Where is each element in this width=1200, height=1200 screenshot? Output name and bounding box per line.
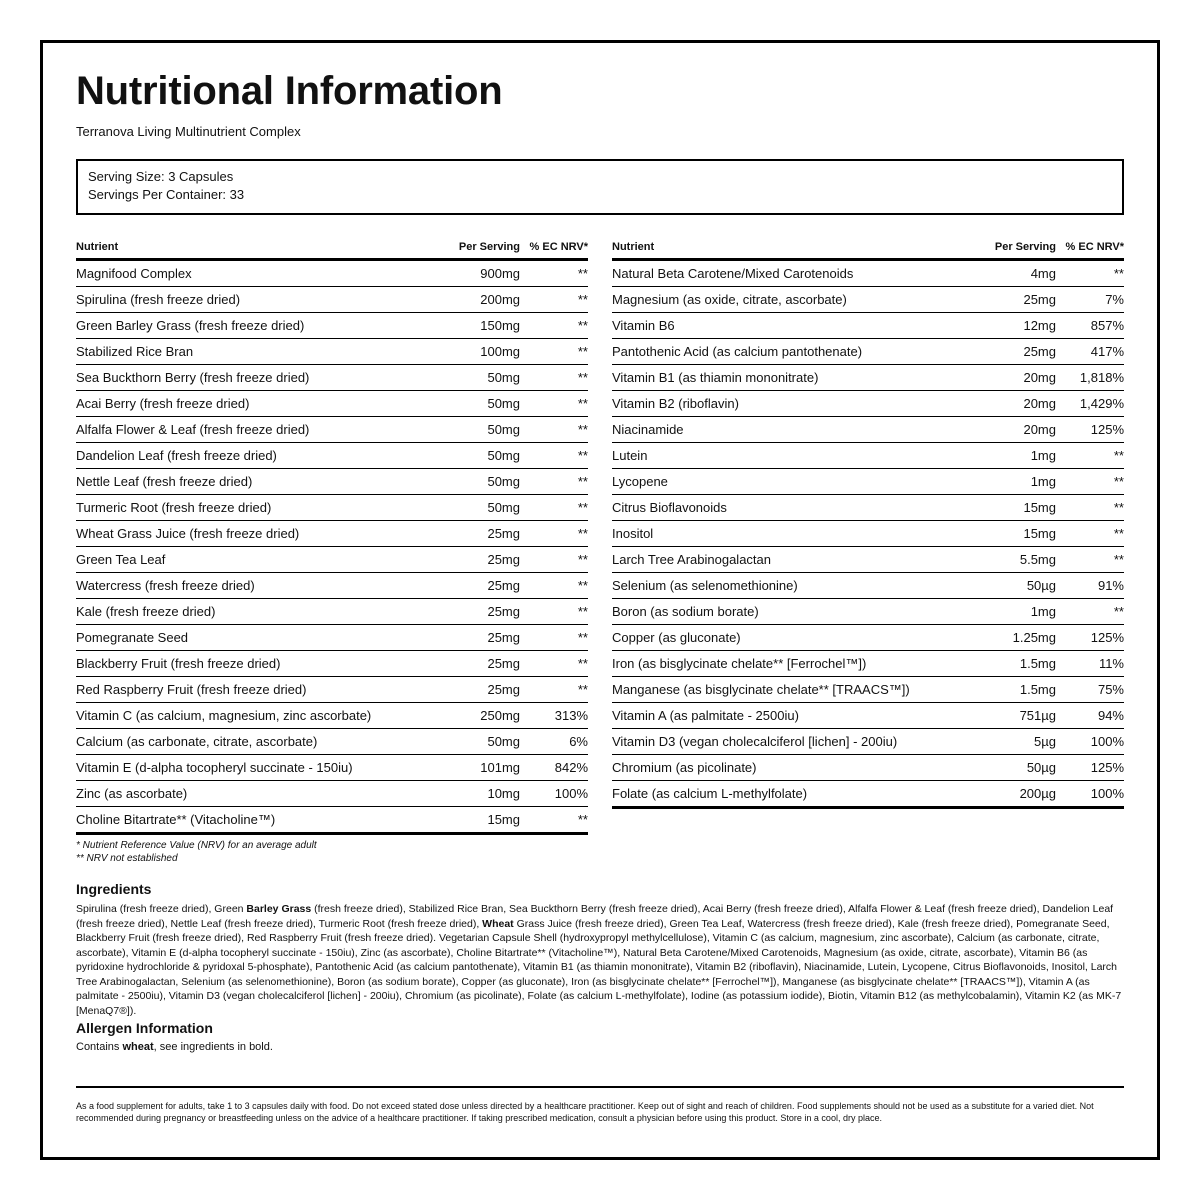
footnotes (76, 839, 317, 865)
per-serving-amount: 751µg (968, 703, 1056, 729)
per-serving-amount: 101mg (432, 755, 520, 781)
nutrient-name: Sea Buckthorn Berry (fresh freeze dried) (76, 365, 432, 391)
table-row (76, 260, 588, 287)
footnote-not-established: ** NRV not established (76, 853, 178, 864)
nrv-percent: ** (520, 573, 588, 599)
per-serving-amount: 15mg (968, 521, 1056, 547)
per-serving-amount: 50mg (432, 365, 520, 391)
per-serving-amount: 25mg (432, 625, 520, 651)
per-serving-amount: 25mg (432, 651, 520, 677)
nutrient-name: Blackberry Fruit (fresh freeze dried) (76, 651, 432, 677)
usage-disclaimer: As a food supplement for adults, take 1 to 3 capsules daily with food. Do not exceed stated dose unless directed by a healthcare practitioner. Keep out of sight and reach of children. Food supplements should not be used as a substitute for a varied diet. Not recommended during pregnancy or breastfeeding unless on the advice of a healthcare practitioner. If taking prescribed medication, consult a physician before using this product. Store in a cool, dry place. (76, 1101, 1094, 1123)
nrv-percent: 100% (1056, 729, 1124, 755)
nutrient-name: Manganese (as bisglycinate chelate** [TRAACS™]) (612, 677, 968, 703)
text-segment: Grass Juice (fresh freeze dried), Green Tea Leaf, Watercress (fresh freeze dried), Kale (fresh freeze dried), Pomegranate Seed, Blackberry Fruit (fresh freeze dried), Red Raspberry Fruit (fresh freeze dried). Vegetarian Capsule Shell (hydroxypropyl methylcellulose), Vitamin C (as calcium, magnesium, zinc ascorbate), Calcium (as carbonate, citrate, ascorbate), Vitamin E (d-alpha tocopheryl succinate - 150iu), Zinc (as ascorbate), Choline Bitartrate** (Vitacholine™), Natural Beta Carotene/Mixed Carotenoids, Magnesium (as oxide, citrate, ascorbate), Vitamin B6 (as pyridoxine hydrochloride & pyridoxal 5-phosphate), Pantothenic Acid (as calcium pantothenate), Vitamin B1 (as thiamin mononitrate), Vitamin B2 (riboflavin), Niacinamide, Lutein, Lycopene, Citrus Bioflavonoids, Inositol, Larch Tree Arabinogalactan, Selenium (as selenomethionine), Boron (as sodium borate), Copper (as gluconate), Iron (as bisglycinate chelate** [Ferrochel™]), Manganese (as bisglycinate chelate** [TRAACS™]), Vitamin A (as palmitate - 2500iu), Vitamin D3 (vegan cholecalciferol [lichen] - 200iu), Chromium (as picolinate), Folate (as calcium L-methylfolate), Iodine (as potassium iodide), Biotin, Vitamin B12 (as methylcobalamin), Vitamin K2 (as MK-7 [MenaQ7®]). (76, 917, 1122, 1017)
table-header-row (76, 236, 588, 260)
per-serving-amount: 250mg (432, 703, 520, 729)
table-row (76, 365, 588, 391)
nrv-percent: 100% (1056, 781, 1124, 808)
per-serving-amount: 50mg (432, 469, 520, 495)
header-per-serving: Per Serving (432, 236, 520, 260)
nutrient-name: Magnesium (as oxide, citrate, ascorbate) (612, 287, 968, 313)
table-row (76, 625, 588, 651)
table-row (612, 729, 1124, 755)
per-serving-amount: 50mg (432, 443, 520, 469)
nutrient-name: Citrus Bioflavonoids (612, 495, 968, 521)
nrv-percent: ** (520, 495, 588, 521)
table-row (612, 365, 1124, 391)
text-segment: , see ingredients in bold. (153, 1041, 273, 1053)
nrv-percent: 7% (1056, 287, 1124, 313)
table-row (76, 339, 588, 365)
header-nrv: % EC NRV* (520, 236, 588, 260)
nrv-percent: 1,429% (1056, 391, 1124, 417)
per-serving-amount: 25mg (968, 287, 1056, 313)
table-row (76, 677, 588, 703)
nrv-percent: ** (1056, 469, 1124, 495)
nrv-percent: ** (1056, 547, 1124, 573)
serving-info-box (76, 159, 1124, 215)
nrv-percent: ** (1056, 495, 1124, 521)
table-row (76, 521, 588, 547)
per-serving-amount: 25mg (432, 547, 520, 573)
nrv-percent: 125% (1056, 625, 1124, 651)
nrv-percent: 125% (1056, 755, 1124, 781)
table-row (612, 313, 1124, 339)
per-serving-amount: 12mg (968, 313, 1056, 339)
table-row (612, 599, 1124, 625)
text-segment: Contains (76, 1041, 123, 1053)
nrv-percent: 6% (520, 729, 588, 755)
nutrient-name: Magnifood Complex (76, 260, 432, 287)
table-row (612, 651, 1124, 677)
nutrient-name: Vitamin B1 (as thiamin mononitrate) (612, 365, 968, 391)
nutrient-name: Vitamin B2 (riboflavin) (612, 391, 968, 417)
nutrient-name: Kale (fresh freeze dried) (76, 599, 432, 625)
text-segment: (fresh freeze dried), Stabilized Rice Bran, Sea Buckthorn Berry (fresh freeze dried), Acai Berry (fresh freeze dried), Alfalfa Flower & Leaf (fresh freeze dried), Dandelion Leaf (fresh freeze dried), Nettle Leaf (fresh freeze dried), Turmeric Root (fresh freeze dried), (76, 903, 1114, 930)
table-row (76, 573, 588, 599)
nrv-percent: 91% (1056, 573, 1124, 599)
text-segment: Spirulina (fresh freeze dried), Green (76, 903, 247, 915)
table-row (76, 287, 588, 313)
table-header-row (612, 236, 1124, 260)
nutrient-name: Alfalfa Flower & Leaf (fresh freeze dried) (76, 417, 432, 443)
table-row (76, 417, 588, 443)
table-row (612, 260, 1124, 287)
per-serving-amount: 1mg (968, 443, 1056, 469)
nutrient-name: Spirulina (fresh freeze dried) (76, 287, 432, 313)
per-serving-amount: 50mg (432, 391, 520, 417)
nutrient-name: Iron (as bisglycinate chelate** [Ferrochel™]) (612, 651, 968, 677)
nrv-percent: ** (520, 677, 588, 703)
nrv-percent: 75% (1056, 677, 1124, 703)
page-title: Nutritional Information (76, 69, 503, 113)
nutrient-name: Natural Beta Carotene/Mixed Carotenoids (612, 260, 968, 287)
nrv-percent: 313% (520, 703, 588, 729)
nutrient-name: Lycopene (612, 469, 968, 495)
per-serving-amount: 200µg (968, 781, 1056, 808)
nrv-percent: 125% (1056, 417, 1124, 443)
nutrient-name: Larch Tree Arabinogalactan (612, 547, 968, 573)
nutrient-name: Zinc (as ascorbate) (76, 781, 432, 807)
nutrient-name: Vitamin A (as palmitate - 2500iu) (612, 703, 968, 729)
per-serving-amount: 5µg (968, 729, 1056, 755)
allergen-heading: Allergen Information (76, 1020, 213, 1036)
table-row (612, 703, 1124, 729)
header-nutrient: Nutrient (76, 236, 432, 260)
per-serving-amount: 50µg (968, 573, 1056, 599)
footnote-nrv: * Nutrient Reference Value (NRV) for an average adult (76, 840, 317, 851)
table-row (76, 651, 588, 677)
header-nrv: % EC NRV* (1056, 236, 1124, 260)
nrv-percent: ** (520, 365, 588, 391)
nutrient-name: Inositol (612, 521, 968, 547)
per-serving-amount: 50µg (968, 755, 1056, 781)
per-serving-amount: 15mg (968, 495, 1056, 521)
nutrient-name: Folate (as calcium L-methylfolate) (612, 781, 968, 808)
table-row (76, 391, 588, 417)
per-serving-amount: 20mg (968, 417, 1056, 443)
nutrient-name: Acai Berry (fresh freeze dried) (76, 391, 432, 417)
per-serving-amount: 1.5mg (968, 677, 1056, 703)
servings-per-container: Servings Per Container: 33 (88, 187, 245, 202)
header-per-serving: Per Serving (968, 236, 1056, 260)
nrv-percent: ** (520, 287, 588, 313)
per-serving-amount: 1.25mg (968, 625, 1056, 651)
nutrient-name: Boron (as sodium borate) (612, 599, 968, 625)
per-serving-amount: 150mg (432, 313, 520, 339)
nutrient-name: Lutein (612, 443, 968, 469)
nutrient-name: Choline Bitartrate** (Vitacholine™) (76, 807, 432, 834)
table-row (76, 781, 588, 807)
nrv-percent: 857% (1056, 313, 1124, 339)
nrv-percent: ** (520, 651, 588, 677)
table-row (76, 313, 588, 339)
table-row (612, 339, 1124, 365)
allergen-highlight: Barley Grass (246, 903, 312, 915)
table-row (612, 677, 1124, 703)
table-row (76, 547, 588, 573)
allergen-text (76, 1041, 273, 1053)
per-serving-amount: 5.5mg (968, 547, 1056, 573)
table-row (76, 807, 588, 834)
ingredients-heading: Ingredients (76, 881, 152, 897)
per-serving-amount: 10mg (432, 781, 520, 807)
nrv-percent: ** (1056, 260, 1124, 287)
table-row (612, 625, 1124, 651)
nrv-percent: 417% (1056, 339, 1124, 365)
nutrient-name: Pantothenic Acid (as calcium pantothenate) (612, 339, 968, 365)
per-serving-amount: 25mg (432, 573, 520, 599)
per-serving-amount: 1.5mg (968, 651, 1056, 677)
nutrient-name: Vitamin B6 (612, 313, 968, 339)
table-row (612, 469, 1124, 495)
nrv-percent: ** (520, 521, 588, 547)
nutrient-name: Copper (as gluconate) (612, 625, 968, 651)
table-row (612, 443, 1124, 469)
table-row (76, 729, 588, 755)
table-row (76, 755, 588, 781)
nrv-percent: ** (1056, 521, 1124, 547)
nrv-percent: ** (520, 391, 588, 417)
serving-size: Serving Size: 3 Capsules (88, 169, 234, 184)
per-serving-amount: 50mg (432, 495, 520, 521)
table-row (612, 417, 1124, 443)
per-serving-amount: 4mg (968, 260, 1056, 287)
nrv-percent: ** (520, 417, 588, 443)
nutrient-name: Green Barley Grass (fresh freeze dried) (76, 313, 432, 339)
nrv-percent: ** (1056, 443, 1124, 469)
nutrient-name: Dandelion Leaf (fresh freeze dried) (76, 443, 432, 469)
table-row (612, 521, 1124, 547)
table-row (612, 495, 1124, 521)
divider (76, 1086, 1124, 1088)
nrv-percent: ** (520, 599, 588, 625)
table-row (612, 547, 1124, 573)
nutrient-table-right-body (612, 260, 1124, 808)
nutrient-table-left-column (76, 236, 588, 835)
per-serving-amount: 50mg (432, 417, 520, 443)
nrv-percent: ** (520, 443, 588, 469)
nutrient-table-left-body (76, 260, 588, 834)
nutrient-name: Nettle Leaf (fresh freeze dried) (76, 469, 432, 495)
nutrient-name: Watercress (fresh freeze dried) (76, 573, 432, 599)
nutrient-table-right (612, 236, 1124, 809)
table-row (76, 703, 588, 729)
table-row (76, 599, 588, 625)
nrv-percent: 11% (1056, 651, 1124, 677)
nrv-percent: ** (520, 313, 588, 339)
product-name: Terranova Living Multinutrient Complex (76, 124, 301, 139)
nrv-percent: ** (520, 625, 588, 651)
nutrient-name: Turmeric Root (fresh freeze dried) (76, 495, 432, 521)
nrv-percent: ** (1056, 599, 1124, 625)
nutrient-name: Calcium (as carbonate, citrate, ascorbate) (76, 729, 432, 755)
nutrient-name: Niacinamide (612, 417, 968, 443)
table-row (612, 755, 1124, 781)
per-serving-amount: 15mg (432, 807, 520, 834)
table-row (76, 443, 588, 469)
per-serving-amount: 200mg (432, 287, 520, 313)
per-serving-amount: 20mg (968, 391, 1056, 417)
nrv-percent: 100% (520, 781, 588, 807)
per-serving-amount: 25mg (432, 521, 520, 547)
nutrient-name: Wheat Grass Juice (fresh freeze dried) (76, 521, 432, 547)
allergen-highlight: wheat (122, 1041, 154, 1053)
per-serving-amount: 25mg (432, 599, 520, 625)
per-serving-amount: 1mg (968, 599, 1056, 625)
nrv-percent: 1,818% (1056, 365, 1124, 391)
per-serving-amount: 50mg (432, 729, 520, 755)
nrv-percent: 94% (1056, 703, 1124, 729)
label-frame (40, 40, 1160, 1160)
nrv-percent: ** (520, 339, 588, 365)
table-row (612, 573, 1124, 599)
ingredients-text (76, 902, 1124, 1018)
table-row (612, 391, 1124, 417)
table-row (76, 495, 588, 521)
table-row (76, 469, 588, 495)
nrv-percent: ** (520, 807, 588, 834)
nutrient-table-left (76, 236, 588, 835)
nutrient-name: Selenium (as selenomethionine) (612, 573, 968, 599)
nutrient-name: Vitamin D3 (vegan cholecalciferol [lichen] - 200iu) (612, 729, 968, 755)
allergen-highlight: Wheat (482, 917, 514, 930)
nrv-percent: ** (520, 547, 588, 573)
nrv-percent: 842% (520, 755, 588, 781)
per-serving-amount: 25mg (432, 677, 520, 703)
table-row (612, 781, 1124, 808)
nutrient-name: Chromium (as picolinate) (612, 755, 968, 781)
nrv-percent: ** (520, 260, 588, 287)
per-serving-amount: 900mg (432, 260, 520, 287)
header-nutrient: Nutrient (612, 236, 968, 260)
nutrient-name: Stabilized Rice Bran (76, 339, 432, 365)
per-serving-amount: 25mg (968, 339, 1056, 365)
table-row (612, 287, 1124, 313)
per-serving-amount: 1mg (968, 469, 1056, 495)
nutrient-table-right-column (612, 236, 1124, 809)
nutrient-name: Vitamin C (as calcium, magnesium, zinc ascorbate) (76, 703, 432, 729)
nutrient-name: Green Tea Leaf (76, 547, 432, 573)
nutrient-name: Pomegranate Seed (76, 625, 432, 651)
per-serving-amount: 100mg (432, 339, 520, 365)
nrv-percent: ** (520, 469, 588, 495)
nutrient-name: Vitamin E (d-alpha tocopheryl succinate - 150iu) (76, 755, 432, 781)
nutrient-name: Red Raspberry Fruit (fresh freeze dried) (76, 677, 432, 703)
per-serving-amount: 20mg (968, 365, 1056, 391)
